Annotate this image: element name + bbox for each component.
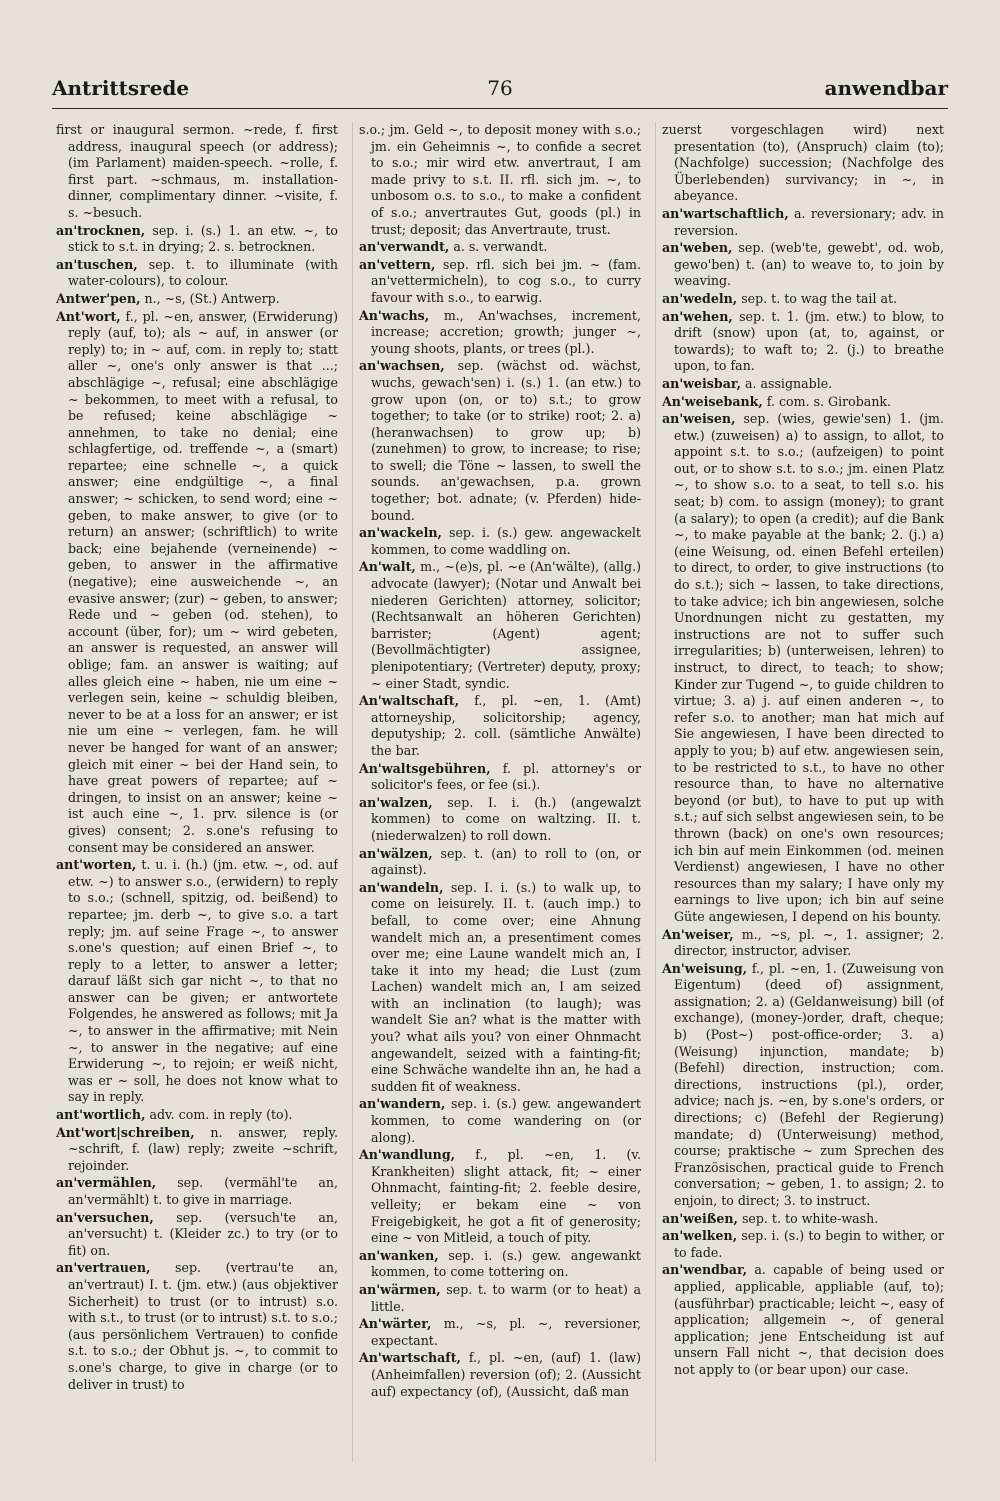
entry-headword: an'wandeln, xyxy=(359,879,444,895)
dictionary-entry xyxy=(662,206,944,239)
entry-headword: an'weißen, xyxy=(662,1210,738,1226)
page-number: 76 xyxy=(487,76,513,100)
entry-definition: n., ~s, (St.) Antwerp. xyxy=(144,290,280,306)
entry-headword: ant'wortlich, xyxy=(56,1107,146,1123)
entry-headword: an'welken, xyxy=(662,1228,738,1244)
dictionary-entry xyxy=(56,1260,338,1393)
entry-definition: f., pl. ~en, 1. (Zuweisung von Eigentum) (deed of) assignment, assignation; 2. a) (Geldanweisung) bill (of exchange), (money-)order, draft, cheque; b) (Post~) post-office-order; 3. a) (Weisung) injunction, mandate; b) (Befehl) direction, instruction; com. directions, instructions (pl.), order, advice; nach js. ~en, by s.one's orders, or directions; c) (Befehl der Regierung) mandate; d) (Unterweisung) method, course; praktische ~ zum Sprechen des Französischen, practical guide to French conversation; ~ geben, 1. to assign; 2. to enjoin, to direct; 3. to instruct. xyxy=(674,960,944,1208)
entry-headword: an'wedeln, xyxy=(662,290,738,306)
entry-headword: Ant'wort, xyxy=(56,308,121,324)
entry-headword: An'waltschaft, xyxy=(359,693,460,709)
entry-headword: An'weisung, xyxy=(662,960,748,976)
dictionary-entry xyxy=(56,291,338,308)
dictionary-entry xyxy=(359,525,641,558)
dictionary-entry xyxy=(359,1282,641,1315)
entry-definition: sep. t. 1. (jm. etw.) to blow, to drift (snow) upon (at, to, against, or towards); to waft to; 2. (j.) to breathe upon, to fan. xyxy=(674,308,944,374)
dictionary-entry xyxy=(662,309,944,375)
entry-definition: f., pl. ~en, answer, (Erwiderung) reply (auf, to); als ~ auf, in answer (or reply) to; in ~ auf, com. in reply to; statt aller ~, one's only answer is that ...; abschlägige ~, refusal; eine abschlägige ~ bekommen, to meet with a refusal, to be refused; keine abschlägige ~ annehmen, to take no denial; eine schlagfertige, od. treffende ~, a (smart) repartee; eine schnelle ~, a quick answer; eine endgültige ~, a final answer; ~ schicken, to send word; eine ~ geben, to make answer, to give (or to return) an answer; (schriftlich) to write back; eine bejahende (verneinende) ~ geben, to answer in the affirmative (negative); eine ausweichende ~, an evasive answer; (zur) ~ geben, to answer; Rede und ~ geben (od. stehen), to account (über, for); um ~ wird gebeten, an answer is requested, an answer will oblige; fam. an answer is waiting; auf alles gleich eine ~ haben, nie um eine ~ verlegen sein, keine ~ schuldig bleiben, never to be at a loss for an answer; er ist nie um eine ~ verlegen, fam. he will never be hanged for want of an answer; gleich mit einer ~ bei der Hand sein, to have great powers of repartee; auf ~ dringen, to insist on an answer; keine ~ ist auch eine ~, 1. prv. silence is (or gives) consent; 2. s.one's refusing to consent may be considered an answer. xyxy=(68,308,338,855)
entry-headword: an'wandern, xyxy=(359,1096,446,1112)
entry-headword: an'vertrauen, xyxy=(56,1260,151,1276)
entry-definition: first or inaugural sermon. ~rede, f. first address, inaugural speech (or address); (im Parlament) maiden-speech. ~rolle, f. first part. ~schmaus, m. installation-dinner, complimentary dinner. ~visite, f. s. ~besuch. xyxy=(56,122,338,220)
entry-definition: f. com. s. Girobank. xyxy=(766,393,892,409)
dictionary-entry xyxy=(56,1210,338,1260)
entry-headword: An'wachs, xyxy=(359,307,430,323)
dictionary-entry xyxy=(56,223,338,256)
entry-definition: zuerst vorgeschlagen wird) next presentation (to), (Anspruch) claim (to); (Nachfolge) succession; (Nachfolge des Überlebenden) survivancy; in ~, in abeyance. xyxy=(662,122,944,204)
dictionary-entry xyxy=(662,376,944,393)
entry-definition: m., ~s, pl. ~, 1. assigner; 2. director, instructor, adviser. xyxy=(674,926,944,959)
entry-definition: a. capable of being used or applied, applicable, appliable (auf, to); (ausführbar) practicable; leicht ~, easy of application; allgemein ~, of general application; jene Entscheidung ist auf unsern Fall nicht ~, that decision does not apply to (or bear upon) our case. xyxy=(674,1262,944,1377)
entry-headword: An'weiser, xyxy=(662,926,734,942)
entry-definition: sep. i. (s.) gew. angewackelt kommen, to come waddling on. xyxy=(371,525,641,557)
entry-definition: sep. (wächst od. wächst, wuchs, gewach'sen) i. (s.) 1. (an etw.) to grow upon (on, or to) s.t.; to grow together; to take (or to strike) root; 2. a) (heranwachsen) to grow up; b) (zunehmen) to grow, to increase; to rise; to swell; die Töne ~ lassen, to swell the sounds. an'gewachsen, p.a. grown together; bot. adnate; (v. Pferden) hide-bound. xyxy=(371,358,641,523)
dictionary-entry xyxy=(359,1316,641,1349)
entry-definition: a. reversionary; adv. in reversion. xyxy=(674,205,944,238)
entry-headword: an'wachsen, xyxy=(359,358,445,374)
entry-definition: f., pl. ~en, (auf) 1. (law) (Anheimfallen) reversion (of); 2. (Aussicht auf) expectancy (of), (Aussicht, daß man xyxy=(371,1350,641,1399)
entry-headword: an'wendbar, xyxy=(662,1262,748,1278)
entry-definition: sep. rfl. sich bei jm. ~ (fam. an'vettermicheln), to cog s.o., to curry favour with s.o., to earwig. xyxy=(371,256,641,305)
dictionary-entry xyxy=(359,693,641,759)
dictionary-entry xyxy=(359,239,641,256)
entry-definition: f. pl. attorney's or solicitor's fees, or fee (si.). xyxy=(371,760,641,793)
dictionary-entry xyxy=(662,961,944,1210)
entry-headword: an'trocknen, xyxy=(56,222,146,238)
dictionary-entry xyxy=(56,1175,338,1208)
entry-headword: an'tuschen, xyxy=(56,256,138,272)
dictionary-entry xyxy=(359,559,641,692)
dictionary-entry xyxy=(662,1211,944,1228)
entry-definition: s.o.; jm. Geld ~, to deposit money with s.o.; jm. ein Geheimnis ~, to confide a secret to s.o.; mir wird etw. anvertraut, I am made privy to s.t. II. rfl. sich jm. ~, to unbosom o.s. to s.o., to make a confident of s.o.; anvertrautes Gut, goods (pl.) in trust; deposit; das Anvertraute, trust. xyxy=(359,122,641,237)
entry-headword: an'weisbar, xyxy=(662,375,741,391)
dictionary-entry xyxy=(359,1350,641,1400)
dictionary-entry xyxy=(359,761,641,794)
entry-headword: an'vettern, xyxy=(359,256,436,272)
entry-definition: sep. t. to white-wash. xyxy=(741,1210,879,1226)
entry-headword: Ant'wort|schreiben, xyxy=(56,1124,195,1140)
dictionary-entry xyxy=(56,857,338,1106)
entry-definition: t. u. i. (h.) (jm. etw. ~, od. auf etw. ~) to answer s.o., (erwidern) to reply to s.o.; (schnell, spitzig, od. beißend) to repartee; jm. derb ~, to give s.o. a tart reply; jm. auf seine Frage ~, to answer s.one's question; auf einen Brief ~, to reply to a letter, to answer a letter; darauf läßt sich gar nicht ~, to that no answer can be given; er antwortete Folgendes, he answered as follows; mit Ja ~, to answer in the affirmative; mit Nein ~, to answer in the negative; auf eine Erwiderung ~, to rejoin; er weiß nicht, was er ~ soll, he does not know what to say in reply. xyxy=(68,857,338,1105)
entry-definition: sep. i. (s.) 1. an etw. ~, to stick to s.t. in drying; 2. s. betrocknen. xyxy=(68,222,338,255)
entry-headword: an'verwandt, xyxy=(359,239,450,255)
dictionary-entry xyxy=(359,358,641,524)
entry-definition: sep. i. (s.) gew. angewankt kommen, to come tottering on. xyxy=(371,1247,641,1280)
dictionary-entry xyxy=(359,880,641,1096)
entry-definition: sep. (web'te, gewebt', od. wob, gewo'ben) t. (an) to weave to, to join by weaving. xyxy=(674,240,944,289)
running-head-left: Antrittsrede xyxy=(52,76,190,100)
entry-headword: an'wanken, xyxy=(359,1247,439,1263)
entry-headword: an'vermählen, xyxy=(56,1175,157,1191)
entry-headword: an'wartschaftlich, xyxy=(662,205,789,221)
entry-columns xyxy=(56,122,944,1462)
entry-definition: a. assignable. xyxy=(744,375,833,391)
entry-headword: An'wartschaft, xyxy=(359,1350,461,1366)
entry-definition: sep. i. (s.) to begin to wither, or to fade. xyxy=(674,1228,944,1260)
column-1 xyxy=(56,122,338,1462)
entry-definition: sep. I. i. (h.) (angewalzt kommen) to come on waltzing. II. t. (niederwalzen) to roll down. xyxy=(371,794,641,843)
entry-definition: f., pl. ~en, 1. (Amt) attorneyship, solicitorship; agency, deputyship; 2. coll. (sämtliche Anwälte) the bar. xyxy=(371,693,641,758)
entry-definition: m., ~s, pl. ~, reversioner, expectant. xyxy=(371,1316,641,1348)
dictionary-entry xyxy=(662,927,944,960)
entry-headword: An'wandlung, xyxy=(359,1147,456,1163)
entry-definition: sep. t. to wag the tail at. xyxy=(741,290,898,306)
entry-definition: m., ~(e)s, pl. ~e (An'wälte), (allg.) advocate (lawyer); (Notar und Anwalt bei niederen Gerichten) attorney, solicitor; (Rechtsanwalt an höheren Gerichten) barrister; (Agent) agent; (Bevollmächtigter) assignee, plenipotentiary; (Vertreter) deputy, proxy; ~ einer Stadt, syndic. xyxy=(371,559,641,691)
entry-headword: An'walt, xyxy=(359,559,416,575)
dictionary-entry xyxy=(359,1096,641,1146)
dictionary-entry xyxy=(662,240,944,290)
dictionary-entry xyxy=(56,257,338,290)
entry-definition: sep. I. i. (s.) to walk up, to come on leisurely. II. t. (auch imp.) to befall, to come over; eine Ahnung wandelt mich an, a presentiment comes over me; eine Laune wandelt mich an, I take it into my head; die Lust (zum Lachen) wandelt mich an, I am seized with an inclination (to laugh); was wandelt Sie an? what is the matter with you? what ails you? von einer Ohnmacht angewandelt, seized with a fainting-fit; eine Schwäche wandelte ihn an, he had a sudden fit of weakness. xyxy=(371,879,641,1094)
entry-definition: sep. t. (an) to roll to (on, or against). xyxy=(371,845,641,878)
dictionary-entry xyxy=(662,411,944,925)
entry-definition: sep. (versuch'te an, an'versucht) t. (Kleider zc.) to try (or to fit) on. xyxy=(68,1209,338,1258)
entry-headword: ant'worten, xyxy=(56,857,137,873)
entry-definition: sep. i. (s.) gew. angewandert kommen, to come wandering on (or along). xyxy=(371,1096,641,1145)
running-head-right: anwendbar xyxy=(824,76,948,100)
dictionary-entry xyxy=(359,846,641,879)
entry-definition: adv. com. in reply (to). xyxy=(149,1107,293,1123)
dictionary-entry xyxy=(662,122,944,205)
entry-headword: an'wärmen, xyxy=(359,1281,441,1297)
entry-definition: sep. (wies, gewie'sen) 1. (jm. etw.) (zuweisen) a) to assign, to allot, to appoint s.t. to s.o.; (aufzeigen) to point out, or to show s.t. to s.o.; jm. einen Platz ~, to show s.o. to a seat, to tell s.o. his seat; b) com. to assign (money); to grant (a salary); to open (a credit); auf die Bank ~, to make payable at the bank; 2. (j.) a) (eine Weisung, od. einen Befehl erteilen) to direct, to order, to give instructions (to do s.t.); sich ~ lassen, to take directions, to take advice; ich bin angewiesen, solche Unordnungen nicht zu gestatten, my instructions are not to suffer such irregularities; b) (unterweisen, lehren) to instruct, to direct, to teach; to show; Kinder zur Tugend ~, to guide children to virtue; 3. a) j. auf einen anderen ~, to refer s.o. to another; man hat mich auf Sie angewiesen, I have been directed to apply to you; b) auf etw. angewiesen sein, to be restricted to s.t., to have no other resource than, to have no alternative beyond (or but), to have to put up with s.t.; auf sich selbst angewiesen sein, to be thrown (back) on one's own resources; ich bin auf mein Einkommen (od. meinen Verdienst) angewiesen, I have no other resources than my salary; I have only my earnings to live upon; ich bin auf seine Güte angewiesen, I depend on his bounty. xyxy=(674,411,944,924)
entry-definition: f., pl. ~en, 1. (v. Krankheiten) slight attack, fit; ~ einer Ohnmacht, fainting-fit; 2. feeble desire, velleity; er bekam eine ~ von Freigebigkeit, he got a fit of generosity; eine ~ von Mitleid, a touch of pity. xyxy=(371,1147,641,1246)
dictionary-entry xyxy=(662,394,944,411)
column-2 xyxy=(352,122,641,1462)
entry-definition: sep. t. to illuminate (with water-colours), to colour. xyxy=(68,256,338,289)
entry-definition: sep. (vermähl'te an, an'vermählt) t. to give in marriage. xyxy=(68,1175,338,1207)
entry-definition: n. answer, reply. ~schrift, f. (law) reply; zweite ~schrift, rejoinder. xyxy=(68,1124,338,1173)
dictionary-entry xyxy=(359,122,641,238)
entry-headword: an'wehen, xyxy=(662,308,733,324)
entry-definition: m., An'wachses, increment, increase; accretion; growth; junger ~, young shoots, plants, or trees (pl.). xyxy=(371,307,641,356)
entry-headword: an'versuchen, xyxy=(56,1209,154,1225)
entry-headword: an'wackeln, xyxy=(359,525,442,541)
dictionary-entry xyxy=(359,1147,641,1247)
dictionary-entry xyxy=(359,308,641,358)
page-header xyxy=(52,72,948,109)
entry-headword: Antwer'pen, xyxy=(56,290,141,306)
entry-headword: an'weben, xyxy=(662,240,733,256)
dictionary-entry xyxy=(56,1107,338,1124)
dictionary-entry xyxy=(56,122,338,222)
entry-headword: An'weisebank, xyxy=(662,393,763,409)
dictionary-entry xyxy=(662,291,944,308)
dictionary-entry xyxy=(56,309,338,857)
entry-headword: An'wärter, xyxy=(359,1316,432,1332)
dictionary-entry xyxy=(359,257,641,307)
entry-definition: a. s. verwandt. xyxy=(453,239,548,255)
dictionary-entry xyxy=(359,795,641,845)
entry-headword: an'weisen, xyxy=(662,411,736,427)
entry-headword: An'waltsgebühren, xyxy=(359,760,491,776)
entry-definition: sep. (vertrau'te an, an'vertraut) I. t. (jm. etw.) (aus objektiver Sicherheit) to trust (or to intrust) s.o. with s.t., to trust (or to intrust) s.t. to s.o.; (aus persönlichem Vertrauen) to confide s.t. to s.o.; der Obhut js. ~, to commit to s.one's charge, to give in charge (or to deliver in trust) to xyxy=(68,1260,338,1392)
column-3 xyxy=(655,122,944,1462)
entry-definition: sep. t. to warm (or to heat) a little. xyxy=(371,1281,641,1314)
dictionary-entry xyxy=(56,1125,338,1175)
dictionary-entry xyxy=(359,1248,641,1281)
entry-headword: an'wälzen, xyxy=(359,845,433,861)
dictionary-entry xyxy=(662,1262,944,1378)
dictionary-entry xyxy=(662,1228,944,1261)
entry-headword: an'walzen, xyxy=(359,794,433,810)
